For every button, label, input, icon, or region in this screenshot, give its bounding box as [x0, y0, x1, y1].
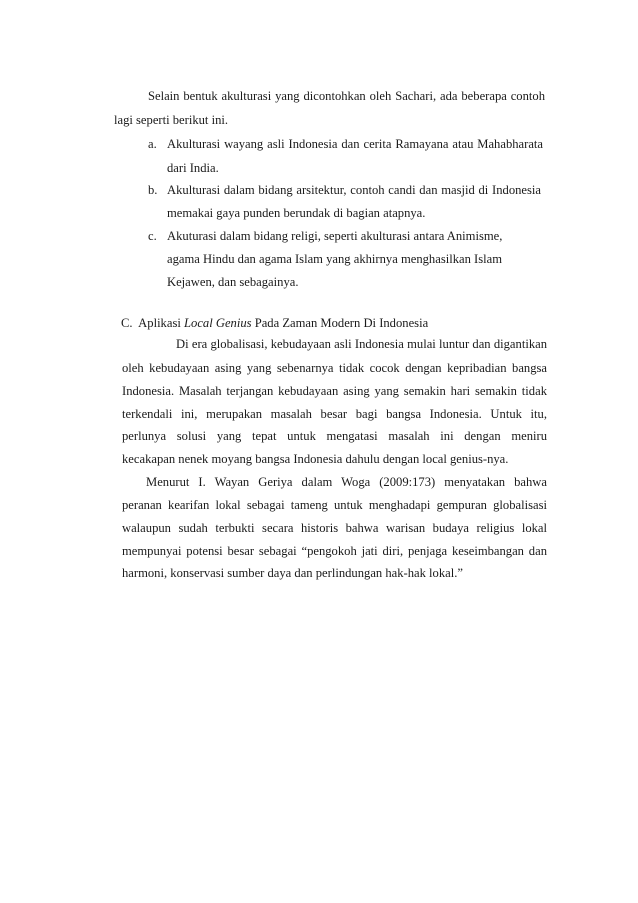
- list-item-b-line-2: memakai gaya punden berundak di bagian atapnya.: [167, 206, 426, 220]
- para1-line-5: perlunya solusi yang tepat untuk mengatasi masalah ini dengan meniru: [122, 429, 547, 443]
- para2-line-5: harmoni, konservasi sumber daya dan perlindungan hak-hak lokal.”: [122, 566, 463, 580]
- list-item-b-line-1: Akulturasi dalam bidang arsitektur, contoh candi dan masjid di Indonesia: [167, 183, 541, 197]
- para2-line-2: peranan kearifan lokal sebagai tameng untuk menghadapi gempuran globalisasi: [122, 498, 547, 512]
- list-marker-b: b.: [148, 183, 158, 197]
- intro-line-2: lagi seperti berikut ini.: [114, 113, 229, 127]
- list-marker-a: a.: [148, 137, 157, 151]
- section-title-italic: Local Genius: [184, 316, 252, 330]
- section-title-before: Aplikasi: [138, 316, 181, 330]
- para2-line-1: Menurut I. Wayan Geriya dalam Woga (2009:173) menyatakan bahwa: [146, 475, 547, 489]
- list-marker-c: c.: [148, 229, 157, 243]
- para1-line-4: terkendali ini, merupakan masalah besar bagi bangsa Indonesia. Untuk itu,: [122, 407, 547, 421]
- para1-line-3: Indonesia. Masalah terjangan kebudayaan asing yang semakin hari semakin tidak: [122, 384, 547, 398]
- para2-line-3: walaupun sudah terbukti secara historis bahwa warisan budaya religius lokal: [122, 521, 547, 535]
- intro-line-1: Selain bentuk akulturasi yang dicontohkan oleh Sachari, ada beberapa contoh: [148, 89, 545, 103]
- section-heading: [121, 315, 428, 331]
- para1-line-1: Di era globalisasi, kebudayaan asli Indonesia mulai luntur dan digantikan: [176, 337, 547, 351]
- list-item-c-line-3: Kejawen, dan sebagainya.: [167, 275, 299, 289]
- list-item-c-line-2: agama Hindu dan agama Islam yang akhirnya menghasilkan Islam: [167, 252, 503, 266]
- list-item-a-line-1: Akulturasi wayang asli Indonesia dan cerita Ramayana atau Mahabharata: [167, 137, 543, 151]
- para1-line-2: oleh kebudayaan asing yang sebenarnya tidak cocok dengan kepribadian bangsa: [122, 361, 547, 375]
- para2-line-4: mempunyai potensi besar sebagai “pengokoh jati diri, penjaga keseimbangan dan: [122, 544, 547, 558]
- list-item-c-line-1: Akuturasi dalam bidang religi, seperti akulturasi antara Animisme,: [167, 229, 503, 243]
- section-marker: C.: [121, 316, 133, 330]
- list-item-a-line-2: dari India.: [167, 161, 219, 175]
- para1-line-6: kecakapan nenek moyang bangsa Indonesia dahulu dengan local genius-nya.: [122, 452, 509, 466]
- section-title-after: Pada Zaman Modern Di Indonesia: [254, 316, 429, 330]
